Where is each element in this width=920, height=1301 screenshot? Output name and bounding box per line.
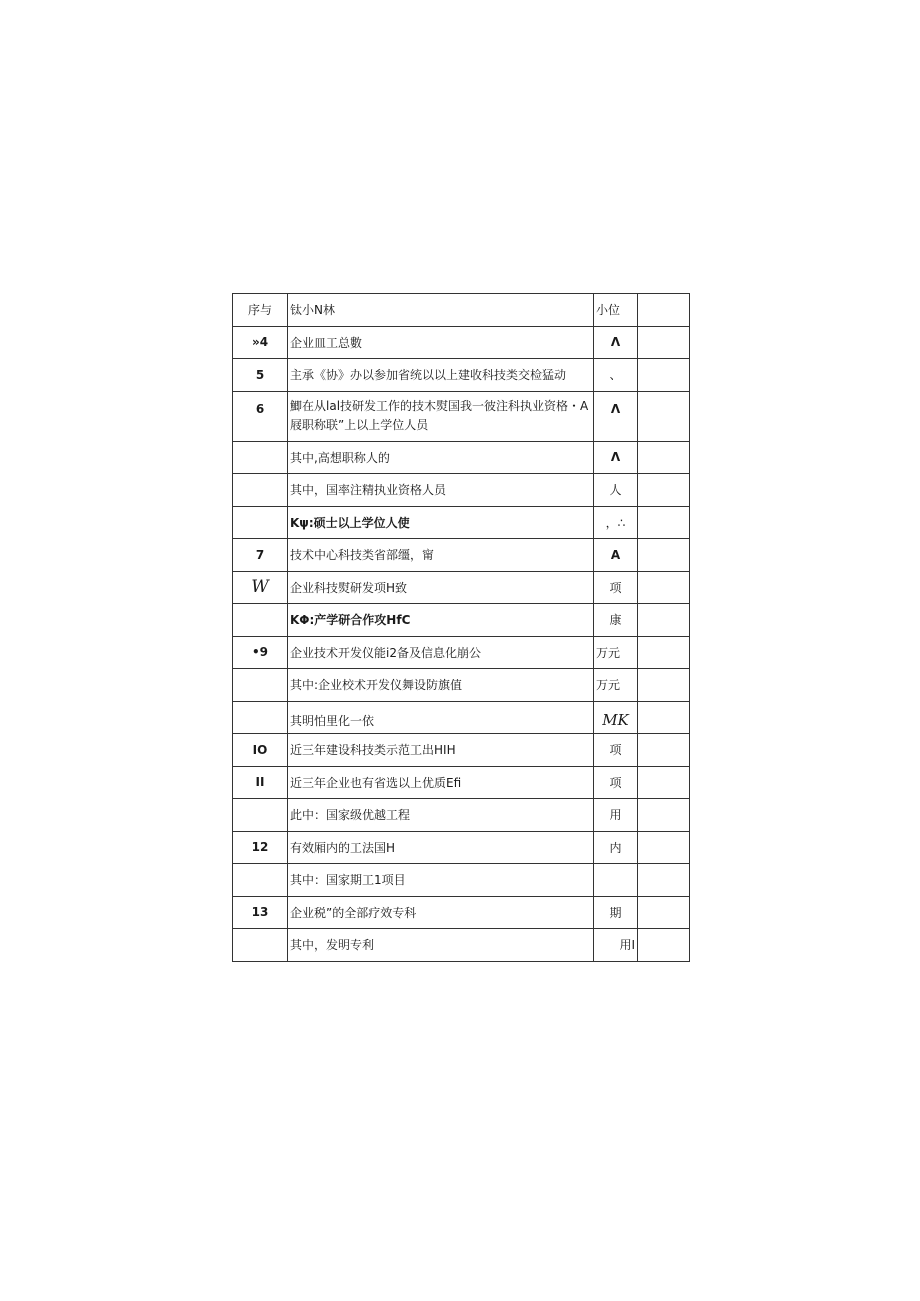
header-name: 钛小N林 xyxy=(288,294,594,327)
row-value xyxy=(638,571,690,604)
row-value xyxy=(638,734,690,767)
row-unit: ，∴ xyxy=(594,506,638,539)
row-name: 其中:企业校术开发仪舞设防旗值 xyxy=(288,669,594,702)
row-unit: Λ xyxy=(594,391,638,441)
row-value xyxy=(638,539,690,572)
row-name: 企业技术开发仪能i2备及信息化崩公 xyxy=(288,636,594,669)
row-seq: 12 xyxy=(233,831,288,864)
row-value xyxy=(638,864,690,897)
row-name: 其中，发明专利 xyxy=(288,929,594,962)
row-name: Kψ:硕士以上学位人使 xyxy=(288,506,594,539)
row-name: 有效厢内的工法国H xyxy=(288,831,594,864)
table-header-row xyxy=(233,294,690,327)
table-row xyxy=(233,539,690,572)
row-name: 其明怕里化一依 xyxy=(288,701,594,734)
table-row xyxy=(233,359,690,392)
table-row xyxy=(233,766,690,799)
row-seq: IO xyxy=(233,734,288,767)
row-seq: »4 xyxy=(233,326,288,359)
row-name: 其中,高想职称人的 xyxy=(288,441,594,474)
row-unit: 内 xyxy=(594,831,638,864)
row-name: 技术中心科技类省部缰，甯 xyxy=(288,539,594,572)
row-unit: Λ xyxy=(594,441,638,474)
table-row xyxy=(233,391,690,441)
row-seq xyxy=(233,864,288,897)
row-value xyxy=(638,636,690,669)
row-value xyxy=(638,441,690,474)
row-unit: 期 xyxy=(594,896,638,929)
row-name: 此中：国家级优越工程 xyxy=(288,799,594,832)
row-name: 近三年企业也有省选以上优质Efi xyxy=(288,766,594,799)
row-value xyxy=(638,359,690,392)
row-name: 近三年建设科技类示范工出HIH xyxy=(288,734,594,767)
table-row xyxy=(233,571,690,604)
row-unit: 万元 xyxy=(594,636,638,669)
row-name: 鯽在从lal技研发工作的技木熨国我一彼注科执业资格・A屐职称联”上以上学位人员 xyxy=(288,391,594,441)
row-value xyxy=(638,929,690,962)
row-name: KΦ:产学研合作攻HfC xyxy=(288,604,594,637)
row-seq xyxy=(233,441,288,474)
row-value xyxy=(638,896,690,929)
row-name: 主承《协》办以参加省统以以上建收科技类交检猛动 xyxy=(288,359,594,392)
row-seq xyxy=(233,669,288,702)
row-unit: MK xyxy=(594,701,638,734)
row-unit: 用 xyxy=(594,799,638,832)
table-row xyxy=(233,636,690,669)
header-value xyxy=(638,294,690,327)
row-name: 其中，国率注精执业资格人员 xyxy=(288,474,594,507)
row-value xyxy=(638,669,690,702)
table-row xyxy=(233,831,690,864)
row-value xyxy=(638,474,690,507)
table-row xyxy=(233,734,690,767)
row-unit: 用I xyxy=(594,929,638,962)
row-unit: A xyxy=(594,539,638,572)
row-unit: 万元 xyxy=(594,669,638,702)
indicator-table xyxy=(232,293,690,962)
table-row xyxy=(233,506,690,539)
table-row xyxy=(233,896,690,929)
row-seq: 7 xyxy=(233,539,288,572)
row-unit: Λ xyxy=(594,326,638,359)
row-seq xyxy=(233,701,288,734)
row-unit: 人 xyxy=(594,474,638,507)
table-row xyxy=(233,604,690,637)
row-seq: 5 xyxy=(233,359,288,392)
table-row xyxy=(233,669,690,702)
row-value xyxy=(638,506,690,539)
row-value xyxy=(638,799,690,832)
row-unit: 项 xyxy=(594,571,638,604)
row-seq xyxy=(233,506,288,539)
table-row xyxy=(233,326,690,359)
table-row xyxy=(233,864,690,897)
row-value xyxy=(638,391,690,441)
row-seq: •9 xyxy=(233,636,288,669)
row-name: 企业科技熨研发项H致 xyxy=(288,571,594,604)
row-value xyxy=(638,766,690,799)
row-value xyxy=(638,326,690,359)
row-unit xyxy=(594,864,638,897)
row-value xyxy=(638,604,690,637)
table-row xyxy=(233,701,690,734)
row-name: 其中：国家期工1项目 xyxy=(288,864,594,897)
row-unit: 、 xyxy=(594,359,638,392)
row-unit: 项 xyxy=(594,734,638,767)
table-row xyxy=(233,474,690,507)
row-name: 企业税”的全部疗效专科 xyxy=(288,896,594,929)
table-row xyxy=(233,441,690,474)
row-seq: W xyxy=(233,571,288,604)
row-seq xyxy=(233,929,288,962)
table-row xyxy=(233,929,690,962)
row-seq xyxy=(233,474,288,507)
row-unit: 项 xyxy=(594,766,638,799)
row-seq: II xyxy=(233,766,288,799)
row-unit: 康 xyxy=(594,604,638,637)
row-seq: 6 xyxy=(233,391,288,441)
table-row xyxy=(233,799,690,832)
header-unit: 小位 xyxy=(594,294,638,327)
row-name: 企业皿工总數 xyxy=(288,326,594,359)
row-value xyxy=(638,831,690,864)
row-seq xyxy=(233,799,288,832)
header-seq: 序与 xyxy=(233,294,288,327)
row-seq xyxy=(233,604,288,637)
row-value xyxy=(638,701,690,734)
row-seq: 13 xyxy=(233,896,288,929)
